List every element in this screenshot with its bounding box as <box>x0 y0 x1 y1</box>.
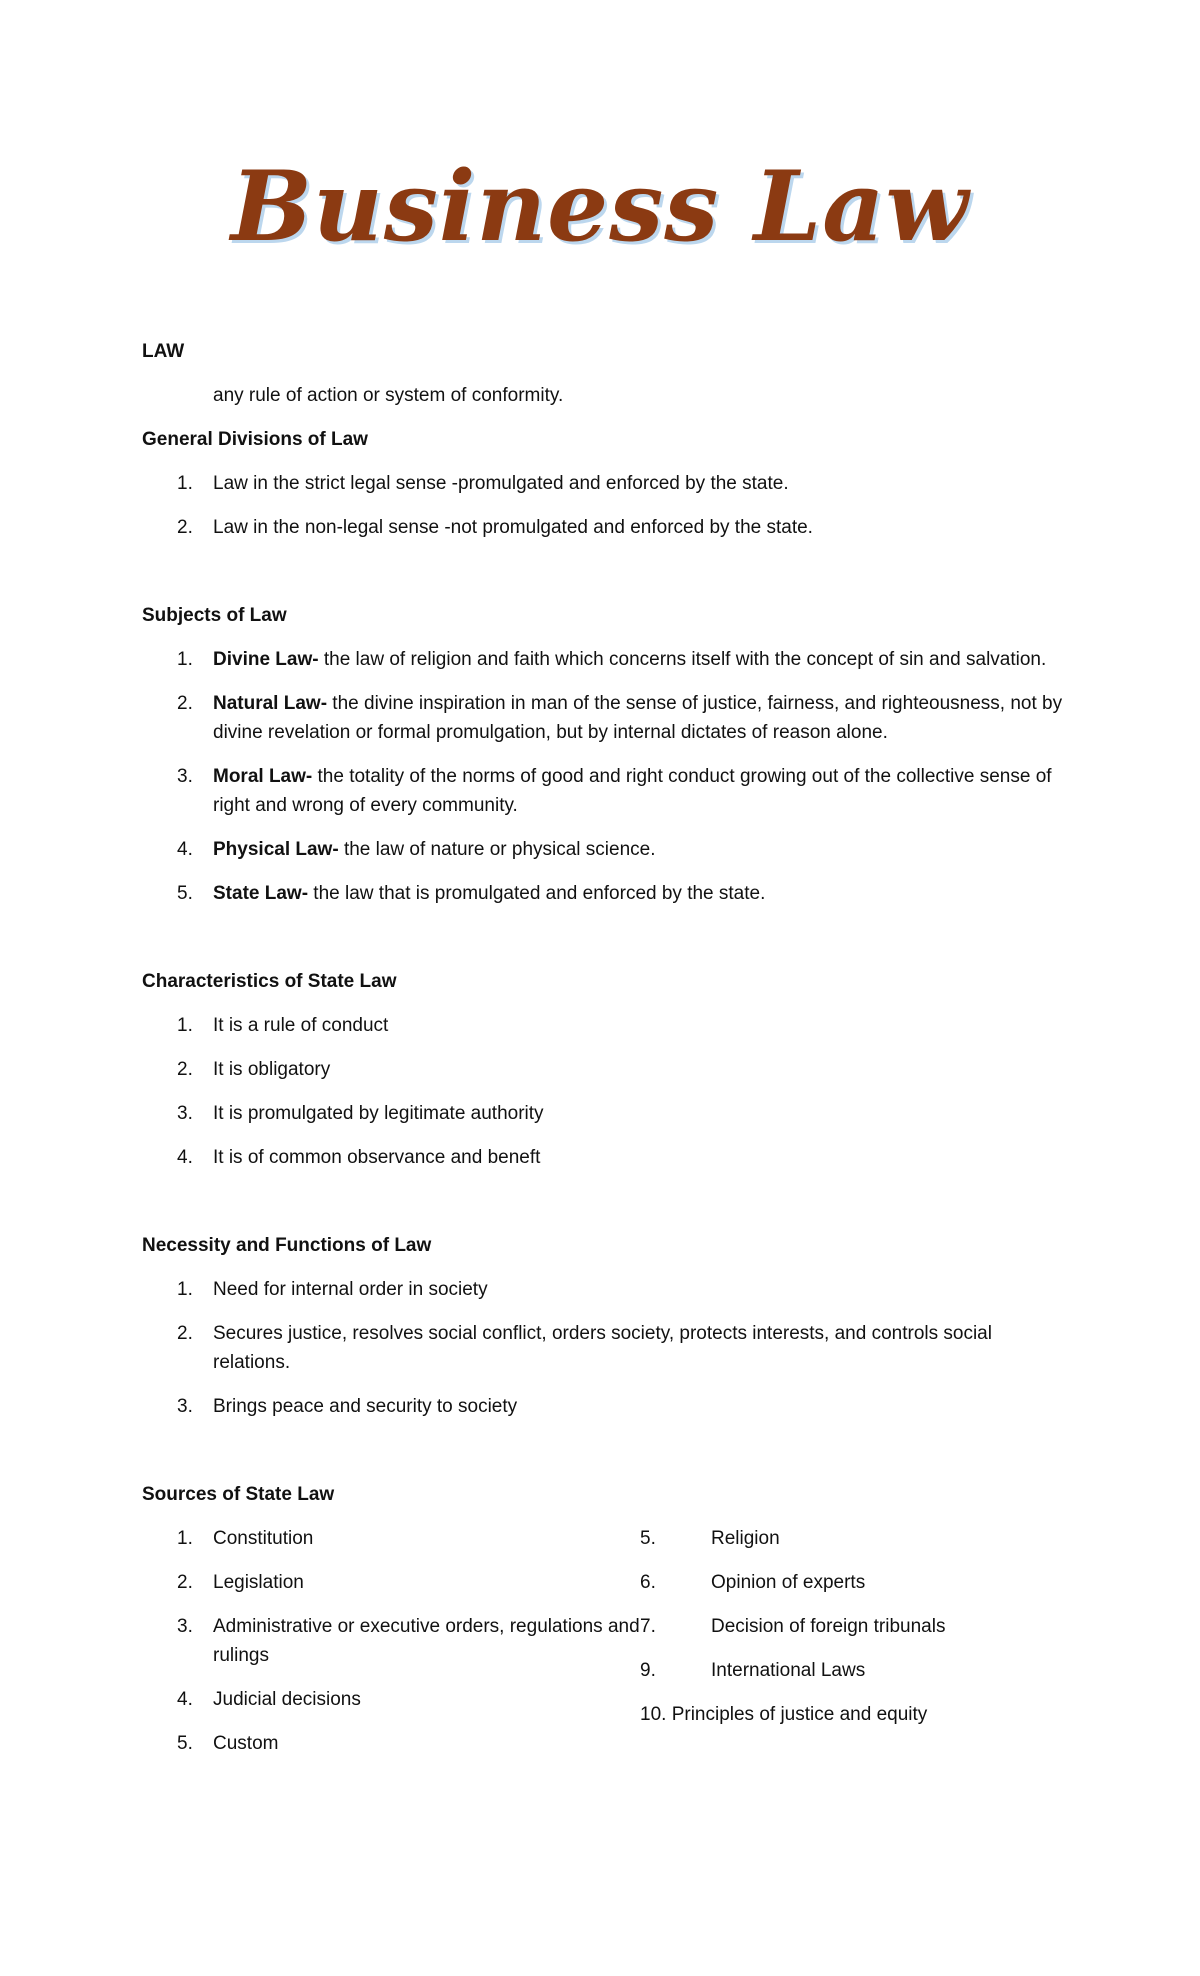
list-text: It is of common observance and beneft <box>213 1147 541 1168</box>
list-item <box>142 1099 1072 1128</box>
list-text: Decision of foreign tribunals <box>711 1616 946 1637</box>
list-item <box>640 1568 1072 1597</box>
sources-left-list <box>142 1524 640 1758</box>
list-number: 3. <box>177 1616 193 1637</box>
necessity-list <box>142 1275 1072 1421</box>
list-number: 1. <box>177 473 193 494</box>
list-text: Law in the non-legal sense -not promulgated and enforced by the state. <box>213 517 813 538</box>
list-number: 1. <box>177 1279 193 1300</box>
list-item <box>640 1656 1072 1685</box>
list-text: Opinion of experts <box>711 1572 866 1593</box>
list-text: Secures justice, resolves social conflict, orders society, protects interests, and controls social relations. <box>213 1323 992 1373</box>
sources-columns <box>142 1524 1072 1773</box>
list-number: 3. <box>177 1103 193 1124</box>
sources-left-column <box>142 1524 640 1773</box>
list-text: Judicial decisions <box>213 1689 361 1710</box>
list-text: the totality of the norms of good and right conduct growing out of the collective sense of right and wrong of every community. <box>213 766 1052 816</box>
list-item <box>142 645 1072 674</box>
necessity-heading: Necessity and Functions of Law <box>142 1235 432 1256</box>
law-definition: any rule of action or system of conformity. <box>213 385 564 406</box>
list-text: the divine inspiration in man of the sense of justice, fairness, and righteousness, not by divine revelation or formal promulgation, but by internal dictates of reason alone. <box>213 693 1063 743</box>
list-text: Religion <box>711 1528 780 1549</box>
list-number: 3. <box>177 766 193 787</box>
list-number: 7. <box>640 1616 656 1637</box>
sources-right-column <box>640 1524 1072 1773</box>
general-divisions-list <box>142 469 1072 542</box>
list-number: 2. <box>177 1059 193 1080</box>
list-text: Custom <box>213 1733 279 1754</box>
list-text: Law in the strict legal sense -promulgated and enforced by the state. <box>213 473 789 494</box>
list-text: Legislation <box>213 1572 304 1593</box>
list-item <box>142 1685 640 1714</box>
list-number: 6. <box>640 1572 656 1593</box>
list-number: 2. <box>177 693 193 714</box>
list-item <box>640 1612 1072 1641</box>
list-text: Administrative or executive orders, regulations and rulings <box>213 1616 640 1666</box>
list-number: 1. <box>177 1015 193 1036</box>
subjects-list <box>142 645 1072 908</box>
list-item <box>142 1319 1072 1377</box>
list-item: 10. Principles of justice and equity <box>640 1704 928 1725</box>
sources-heading: Sources of State Law <box>142 1484 335 1505</box>
term-label: Physical Law- <box>213 839 339 860</box>
list-item <box>142 1729 640 1758</box>
list-item <box>142 1011 1072 1040</box>
list-text: the law of nature or physical science. <box>338 839 656 860</box>
list-number: 4. <box>177 839 193 860</box>
list-item <box>142 835 1072 864</box>
list-number: 4. <box>177 1689 193 1710</box>
term-label: Divine Law- <box>213 649 319 670</box>
list-item <box>640 1524 1072 1553</box>
list-number: 1. <box>177 649 193 670</box>
characteristics-heading: Characteristics of State Law <box>142 971 397 992</box>
list-item <box>142 469 1072 498</box>
list-item <box>142 1275 1072 1304</box>
list-number: 3. <box>177 1396 193 1417</box>
list-number: 2. <box>177 517 193 538</box>
list-item <box>142 762 1072 820</box>
list-text: the law of religion and faith which concerns itself with the concept of sin and salvation. <box>318 649 1047 670</box>
list-text: Need for internal order in society <box>213 1279 488 1300</box>
list-number: 2. <box>177 1323 193 1344</box>
subjects-heading: Subjects of Law <box>142 605 287 626</box>
list-item <box>142 513 1072 542</box>
list-text: It is obligatory <box>213 1059 331 1080</box>
list-text: Brings peace and security to society <box>213 1396 518 1417</box>
list-item <box>142 879 1072 908</box>
document-title: Business Law <box>230 150 970 263</box>
list-number: 9. <box>640 1660 656 1681</box>
list-text: International Laws <box>711 1660 866 1681</box>
list-item <box>142 1612 640 1670</box>
list-text: Constitution <box>213 1528 314 1549</box>
term-label: Natural Law- <box>213 693 328 714</box>
list-item <box>142 1392 1072 1421</box>
law-heading: LAW <box>142 341 185 362</box>
list-text: It is promulgated by legitimate authority <box>213 1103 544 1124</box>
term-label: State Law- <box>213 883 309 904</box>
list-item <box>142 689 1072 747</box>
list-number: 5. <box>177 1733 193 1754</box>
list-number: 2. <box>177 1572 193 1593</box>
list-item <box>142 1055 1072 1084</box>
list-number: 5. <box>177 883 193 904</box>
document-body <box>142 337 1072 1773</box>
list-number: 4. <box>177 1147 193 1168</box>
list-text: It is a rule of conduct <box>213 1015 389 1036</box>
general-divisions-heading: General Divisions of Law <box>142 429 368 450</box>
list-number: 1. <box>177 1528 193 1549</box>
list-item <box>142 1524 640 1553</box>
characteristics-list <box>142 1011 1072 1172</box>
list-number: 5. <box>640 1528 656 1549</box>
list-item <box>142 1143 1072 1172</box>
term-label: Moral Law- <box>213 766 313 787</box>
list-item <box>142 1568 640 1597</box>
list-text: the law that is promulgated and enforced by the state. <box>308 883 766 904</box>
